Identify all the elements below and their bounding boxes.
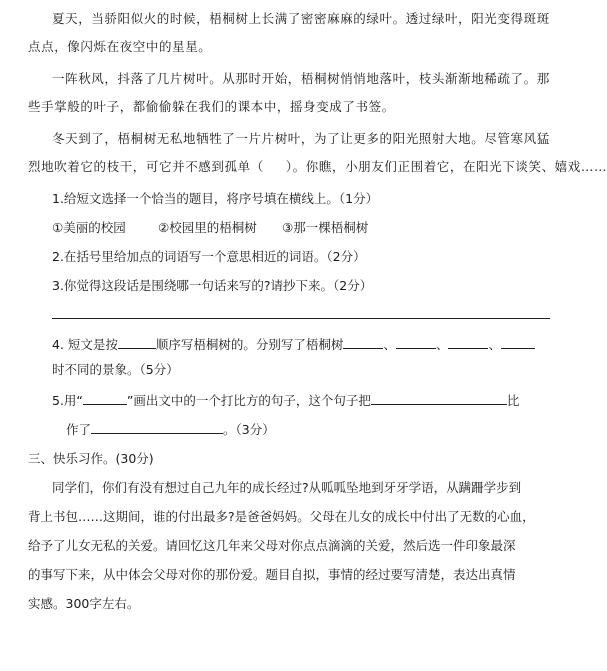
q4-sep: 、 — [383, 337, 396, 352]
answer-line[interactable] — [52, 318, 550, 319]
q4-sep: 、 — [488, 337, 501, 352]
q4-text: 4. 短文是按 — [52, 337, 118, 352]
passage-line: 一阵秋风，抖落了几片树叶。从那时开始，梧桐树悄悄地落叶，枝头渐渐地稀疏了。那 — [52, 71, 550, 86]
passage-line: 点点，像闪烁在夜空中的星星。 — [28, 39, 212, 54]
answer-blank[interactable] — [91, 420, 223, 434]
question-5 — [52, 391, 519, 410]
prompt-line: 的事写下来，从中体会父母对你的那份爱。题目自拟，事情的经过要写清楚，表达出真情 — [28, 567, 516, 582]
prompt-line: 实感。300字左右。 — [28, 596, 140, 611]
question-3: 3.你觉得这段话是围绕哪一句话来写的?请抄下来。（2分） — [52, 278, 373, 293]
answer-blank[interactable] — [448, 335, 488, 349]
q4-text: 顺序写梧桐树的。分别写了梧桐树 — [155, 337, 344, 352]
answer-blank[interactable] — [501, 335, 535, 349]
passage-line: 些手掌般的叶子，都偷偷躲在我们的课本中，摇身变成了书签。 — [28, 99, 395, 114]
question-4 — [52, 335, 535, 354]
q1-option: ②校园里的梧桐树 — [158, 220, 257, 235]
question-4-cont: 时不同的景象。（5分） — [52, 362, 179, 377]
answer-blank[interactable] — [118, 335, 156, 349]
question-2: 2.在括号里给加点的词语写一个意思相近的词语。（2分） — [52, 249, 366, 264]
question-1: 1.给短文选择一个恰当的题目，将序号填在横线上。（1分） — [52, 191, 379, 206]
answer-blank[interactable] — [396, 335, 436, 349]
question-5-cont — [66, 420, 275, 439]
passage-line: 夏天，当骄阳似火的时候，梧桐树上长满了密密麻麻的绿叶。透过绿叶，阳光变得斑斑 — [52, 11, 550, 26]
q5-text: 作了 — [66, 422, 92, 437]
prompt-line: 同学们，你们有没有想过自己九年的成长经过?从呱呱坠地到牙牙学语，从蹒跚学步到 — [52, 480, 522, 495]
q4-sep: 、 — [435, 337, 449, 352]
q1-option: ①美丽的校园 — [52, 220, 126, 235]
q5-text: 比 — [506, 393, 520, 408]
passage-line — [28, 158, 607, 176]
answer-blank[interactable] — [343, 335, 383, 349]
answer-blank[interactable] — [83, 391, 127, 405]
section-heading: 三、快乐习作。(30分) — [28, 451, 154, 466]
prompt-line: 给予了儿女无私的关爱。请回忆这几年来父母对你点点滴滴的关爱，然后选一件印象最深 — [28, 538, 516, 553]
passage-line: 冬天到了，梧桐树无私地牺牲了一片片树叶，为了让更多的阳光照射大地。尽管寒风猛 — [52, 131, 550, 146]
q5-text: ”画出文中的一个打比方的句子，这个句子把 — [126, 393, 371, 408]
prompt-line: 背上书包……这期间，谁的付出最多?是爸爸妈妈。父母在儿女的成长中付出了无数的心血， — [28, 509, 535, 524]
q5-text: 5.用“ — [52, 393, 83, 408]
q5-text: 。（3分） — [223, 422, 275, 437]
q1-option: ③那一棵梧桐树 — [282, 220, 369, 235]
answer-blank[interactable] — [371, 391, 507, 405]
passage-text: ）。你瞧，小朋友们正围着它，在阳光下谈笑、嬉戏…… — [285, 159, 607, 174]
passage-text: 烈地吹着它的枝干，可它并不感到孤单（ — [28, 159, 264, 174]
